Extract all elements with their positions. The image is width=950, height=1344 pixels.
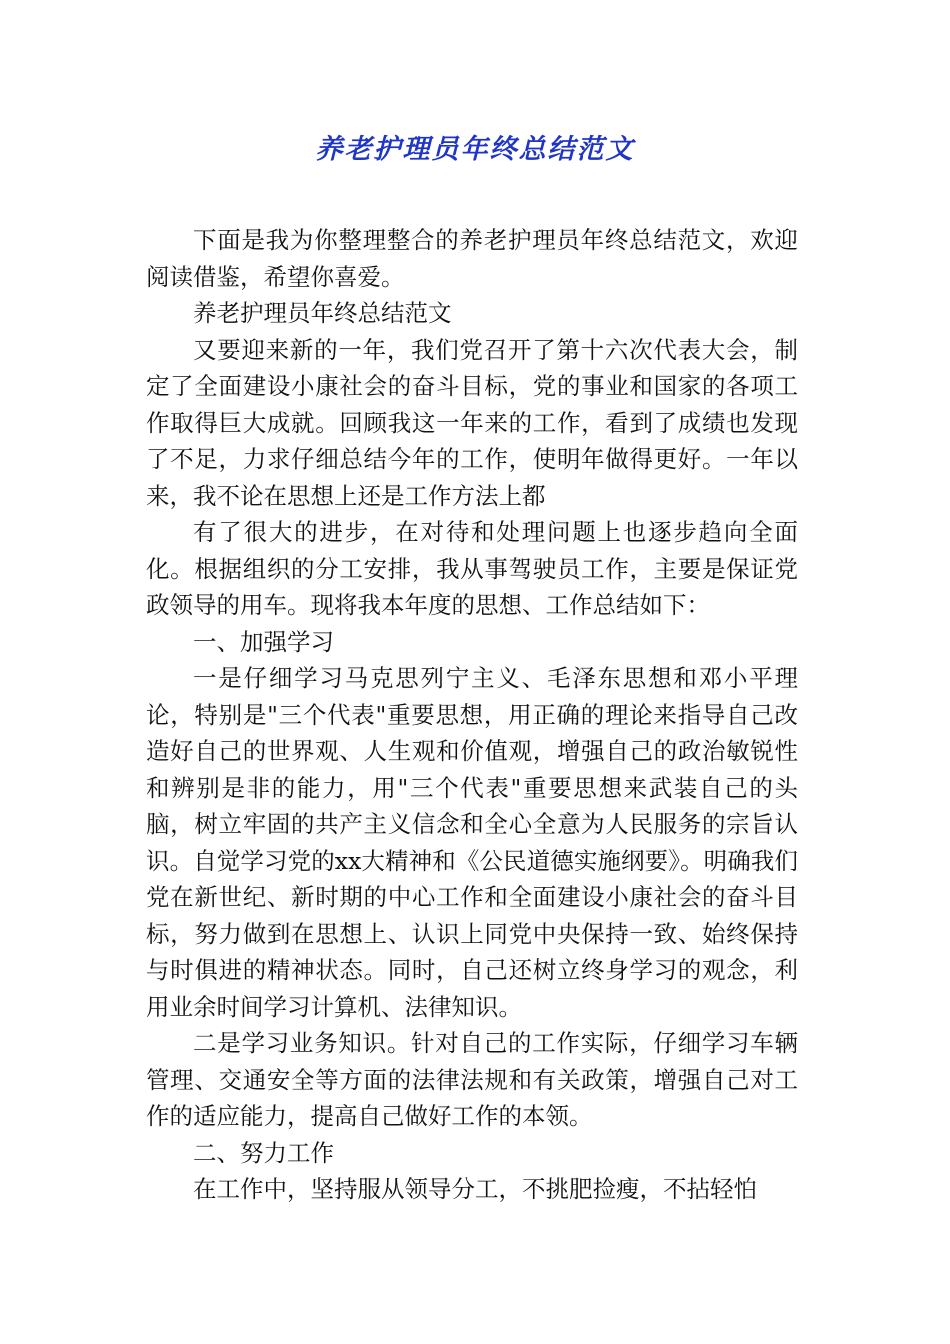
document-body bbox=[146, 222, 798, 1208]
section-heading-study: 一、加强学习 bbox=[193, 627, 334, 656]
paragraph-study-business: 二是学习业务知识。针对自己的工作实际，仔细学习车辆管理、交通安全等方面的法律法规和有关政策，增强自己对工作的适应能力，提高自己做好工作的本领。 bbox=[146, 1029, 798, 1130]
paragraph-intro: 下面是我为你整理整合的养老护理员年终总结范文，欢迎阅读借鉴，希望你喜爱。 bbox=[146, 226, 798, 291]
paragraph-progress: 有了很大的进步，在对待和处理问题上也逐步趋向全面化。根据组织的分工安排，我从事驾驶员工作，主要是保证党政领导的用车。现将我本年度的思想、工作总结如下： bbox=[146, 518, 798, 619]
document-title: 养老护理员年终总结范文 bbox=[315, 134, 635, 165]
section-heading-work: 二、努力工作 bbox=[193, 1138, 334, 1167]
paragraph-study-theory: 一是仔细学习马克思列宁主义、毛泽东思想和邓小平理论，特别是"三个代表"重要思想，用正确的理论来指导自己改造好自己的世界观、人生观和价值观，增强自己的政治敏锐性和辨别是非的能力，用"三个代表"重要思想来武装自己的头脑，树立牢固的共产主义信念和全心全意为人民服务的宗旨认识。自觉学习党的xx大精神和《公民道德实施纲要》。明确我们党在新世纪、新时期的中心工作和全面建设小康社会的奋斗目标，努力做到在思想上、认识上同党中央保持一致、始终保持与时俱进的精神状态。同时，自己还树立终身学习的观念，利用业余时间学习计算机、法律知识。 bbox=[146, 664, 798, 1021]
paragraph-subtitle: 养老护理员年终总结范文 bbox=[193, 299, 452, 327]
paragraph-opening: 又要迎来新的一年，我们党召开了第十六次代表大会，制定了全面建设小康社会的奋斗目标，党的事业和国家的各项工作取得巨大成就。回顾我这一年来的工作，看到了成绩也发现了不足，力求仔细总结今年的工作，使明年做得更好。一年以来，我不论在思想上还是工作方法上都 bbox=[146, 335, 798, 510]
paragraph-work: 在工作中，坚持服从领导分工，不挑肥捡瘦，不拈轻怕 bbox=[193, 1175, 757, 1203]
